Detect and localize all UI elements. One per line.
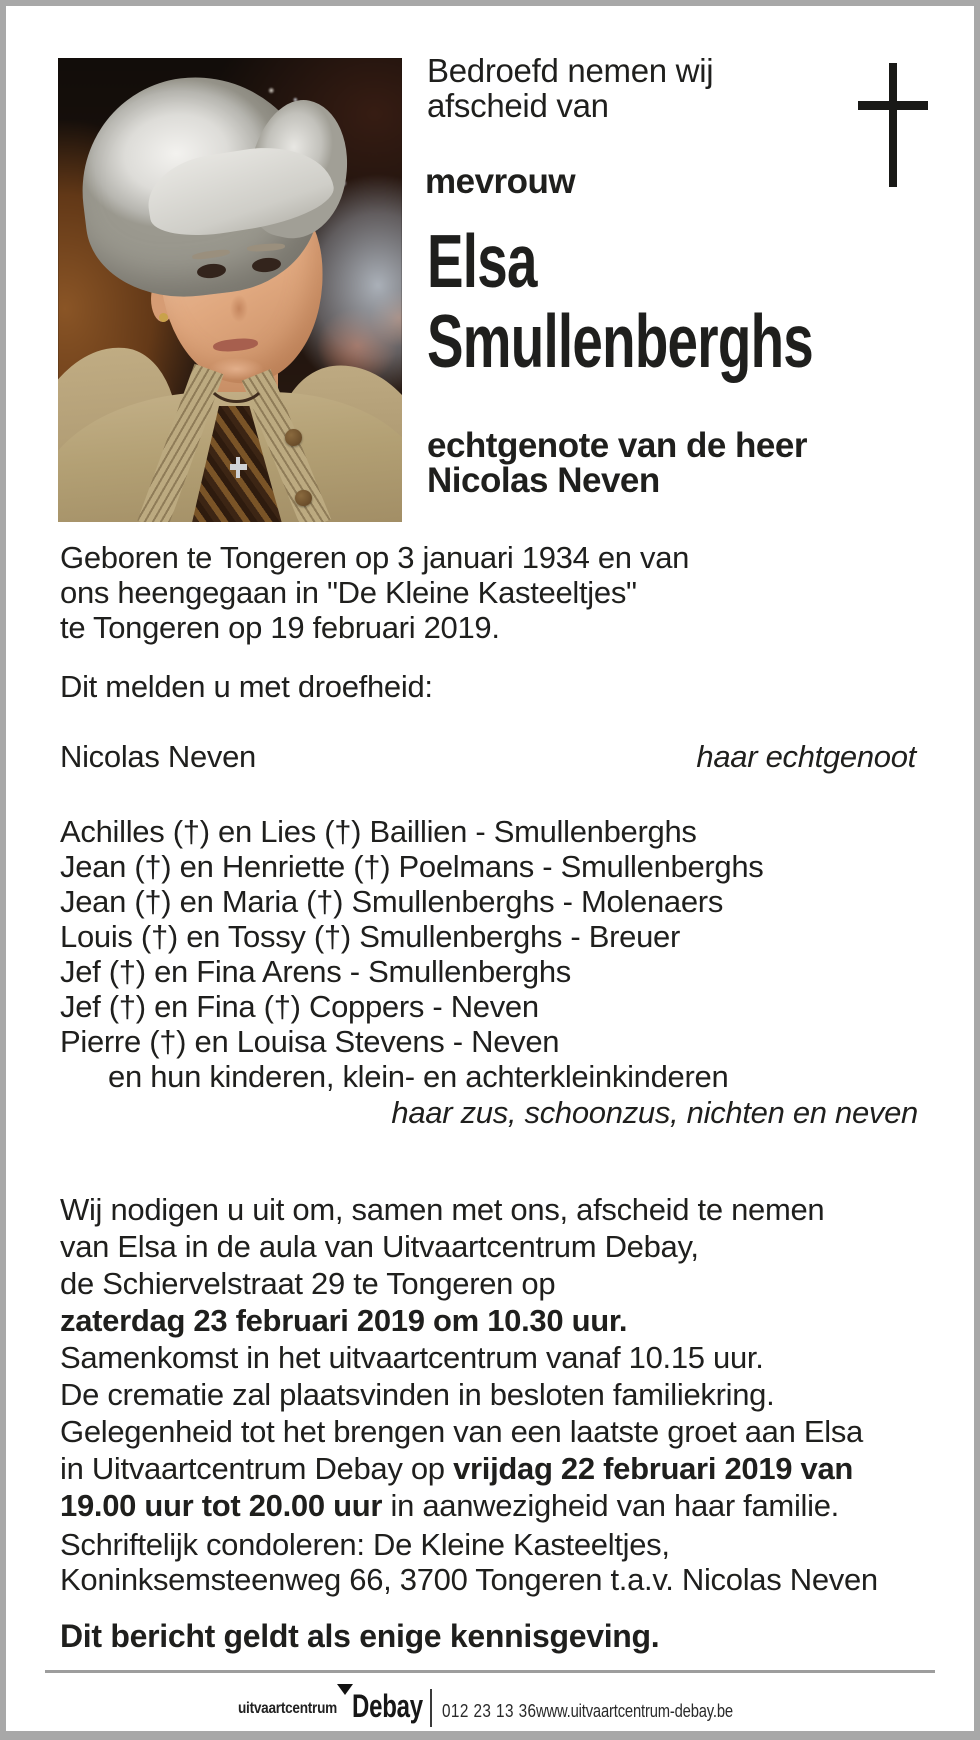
text-line: Jean (†) en Henriette (†) Poelmans - Smullenberghs [60, 849, 764, 884]
text-line: Pierre (†) en Louisa Stevens - Neven [60, 1024, 560, 1059]
text-line: en hun kinderen, klein- en achterkleinkinderen [108, 1059, 729, 1094]
text-line: Koninksemsteenweg 66, 3700 Tongeren t.a.v. Nicolas Neven [60, 1562, 878, 1597]
closing-notice: Dit bericht geldt als enige kennisgeving. [60, 1618, 660, 1654]
spouse-relation: haar echtgenoot [696, 739, 916, 774]
footer-phone: 012 23 13 36 [442, 1701, 537, 1721]
text-line: te Tongeren op 19 februari 2019. [60, 610, 500, 645]
text-line: Jean (†) en Maria (†) Smullenberghs - Molenaers [60, 884, 724, 919]
text-line: Jef (†) en Fina Arens - Smullenberghs [60, 954, 571, 989]
text-segment: in aanwezigheid van haar familie. [382, 1488, 839, 1523]
text-segment: Gelegenheid tot het brengen van een laatste groet aan Elsa [60, 1414, 863, 1449]
text-line: Jef (†) en Fina (†) Coppers - Neven [60, 989, 539, 1024]
text-segment: in Uitvaartcentrum Debay op [60, 1451, 454, 1486]
text-line: Achilles (†) en Lies (†) Baillien - Smullenberghs [60, 814, 697, 849]
family-relation: haar zus, schoonzus, nichten en neven [391, 1095, 918, 1130]
text-segment: Wij nodigen u uit om, samen met ons, afscheid te nemen [60, 1192, 825, 1227]
text-segment: de Schiervelstraat 29 te Tongeren op [60, 1266, 556, 1301]
text-line: ons heengegaan in "De Kleine Kasteeltjes" [60, 575, 637, 610]
footer-brand-name: Debay [352, 1688, 423, 1724]
spouse-name: Nicolas Neven [60, 739, 256, 774]
text-segment: van Elsa in de aula van Uitvaartcentrum Debay, [60, 1229, 699, 1264]
salutation: mevrouw [425, 162, 576, 201]
text-line: Schriftelijk condoleren: De Kleine Kasteeltjes, [60, 1527, 670, 1562]
text-segment: De crematie zal plaatsvinden in besloten familiekring. [60, 1377, 775, 1412]
text-line: Louis (†) en Tossy (†) Smullenberghs - Breuer [60, 919, 680, 954]
deceased-first-name: Elsa [427, 219, 537, 303]
bold-text-segment: 19.00 uur tot 20.00 uur [60, 1488, 383, 1523]
bold-text-segment: vrijdag 22 februari 2019 van [453, 1451, 854, 1486]
footer-brand-prefix: uitvaartcentrum [238, 1700, 337, 1717]
deceased-last-name: Smullenberghs [427, 299, 814, 383]
text-segment: Samenkomst in het uitvaartcentrum vanaf 10.15 uur. [60, 1340, 764, 1375]
intro-line-2: afscheid van [427, 87, 609, 124]
relation-line-1: echtgenote van de heer [427, 426, 807, 465]
footer-website: www.uitvaartcentrum-debay.be [536, 1701, 733, 1721]
text-line: Geboren te Tongeren op 3 januari 1934 en van [60, 540, 690, 575]
announcement-line: Dit melden u met droefheid: [60, 669, 433, 704]
relation-line-2: Nicolas Neven [427, 461, 660, 500]
bold-text-segment: zaterdag 23 februari 2019 om 10.30 uur. [60, 1303, 628, 1338]
intro-line-1: Bedroefd nemen wij [427, 52, 714, 89]
